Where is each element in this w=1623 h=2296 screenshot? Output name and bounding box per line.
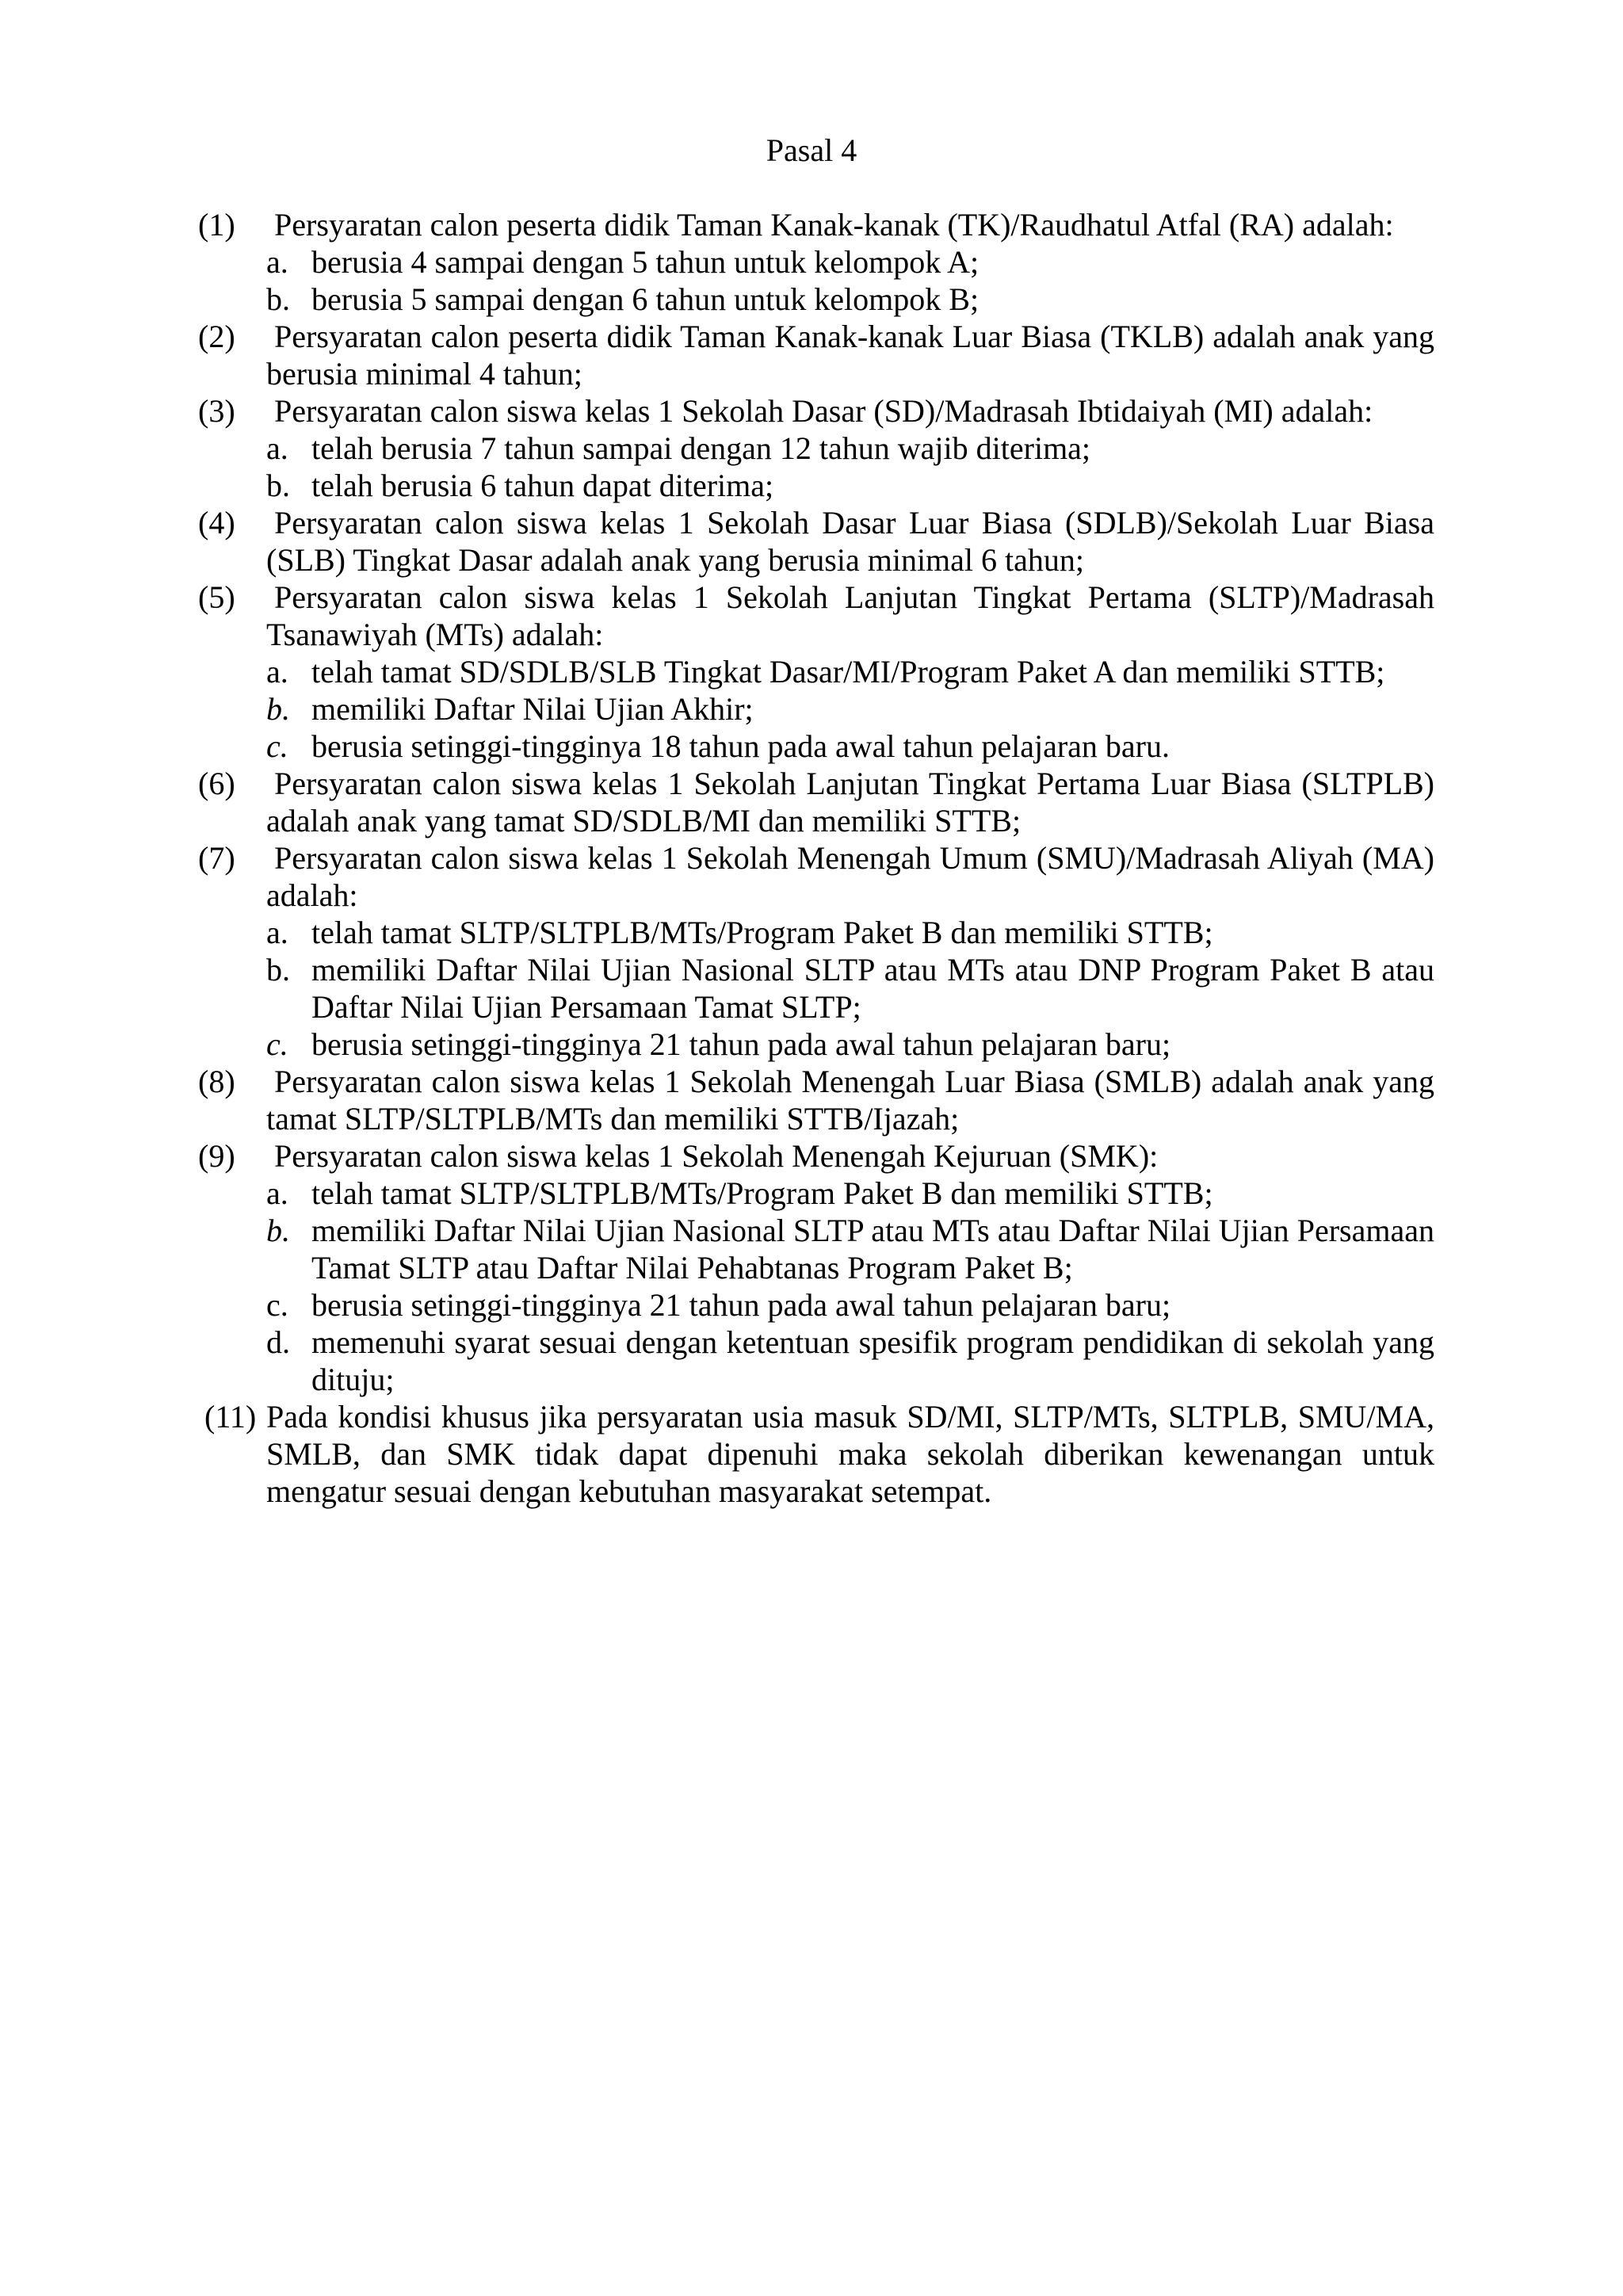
sub-item-text: telah berusia 6 tahun dapat diterima; <box>311 468 774 503</box>
sub-item-label: b. <box>266 691 290 727</box>
sub-item-text: berusia 4 sampai dengan 5 tahun untuk kelompok A; <box>311 244 980 280</box>
sub-item <box>266 951 1434 1026</box>
sub-item-label: a. <box>266 915 288 950</box>
sub-item <box>266 914 1434 951</box>
clause-text: Persyaratan calon siswa kelas 1 Sekolah Dasar Luar Biasa (SDLB)/Sekolah Luar Biasa (SLB) Tingkat Dasar adalah anak yang berusia minimal 6 tahun; <box>266 505 1434 578</box>
sub-item-text: telah tamat SLTP/SLTPLB/MTs/Program Paket B dan memiliki STTB; <box>311 1175 1213 1211</box>
sub-item <box>266 653 1434 690</box>
sub-item-text: telah tamat SD/SDLB/SLB Tingkat Dasar/MI/Program Paket A dan memiliki STTB; <box>311 654 1385 690</box>
clause-9 <box>198 1137 1434 1398</box>
clause-text: Persyaratan calon peserta didik Taman Kanak-kanak Luar Biasa (TKLB) adalah anak yang berusia minimal 4 tahun; <box>266 319 1434 392</box>
sub-item-label: a. <box>266 244 288 280</box>
sub-item-label: d. <box>266 1324 290 1360</box>
clause-1 <box>198 206 1434 318</box>
clause-8 <box>198 1063 1434 1137</box>
sub-item <box>266 1324 1434 1398</box>
sub-item-text: berusia 5 sampai dengan 6 tahun untuk kelompok B; <box>311 281 980 317</box>
sub-item <box>266 1175 1434 1212</box>
clause-text: Persyaratan calon siswa kelas 1 Sekolah Lanjutan Tingkat Pertama Luar Biasa (SLTPLB) adalah anak yang tamat SD/SDLB/MI dan memiliki STTB; <box>266 766 1434 839</box>
article-body <box>198 206 1434 1510</box>
clause-text: Persyaratan calon peserta didik Taman Kanak-kanak (TK)/Raudhatul Atfal (RA) adalah: <box>274 207 1394 243</box>
clause-6 <box>198 765 1434 839</box>
clause-number: (1) <box>198 207 235 243</box>
clause-number: (7) <box>198 840 235 876</box>
sub-item-text: berusia setinggi-tingginya 18 tahun pada awal tahun pelajaran baru. <box>311 728 1170 764</box>
sub-item <box>266 1212 1434 1286</box>
sub-item <box>266 728 1434 765</box>
sub-item-label: b. <box>266 1213 290 1248</box>
clause-number: (6) <box>198 766 235 801</box>
sub-item-text: telah berusia 7 tahun sampai dengan 12 tahun wajib diterima; <box>311 430 1091 466</box>
sub-item-label: b. <box>266 468 290 503</box>
sub-item-text: memenuhi syarat sesuai dengan ketentuan spesifik program pendidikan di sekolah yang dituju; <box>311 1324 1434 1397</box>
sub-item-text: memiliki Daftar Nilai Ujian Nasional SLTP atau MTs atau Daftar Nilai Ujian Persamaan Tamat SLTP atau Daftar Nilai Pehabtanas Program Paket B; <box>311 1213 1434 1286</box>
sub-item-label: a. <box>266 1175 288 1211</box>
sub-item-label: c. <box>266 728 288 764</box>
clause-number: (2) <box>198 319 235 354</box>
sub-item <box>266 430 1434 467</box>
sub-item-text: telah tamat SLTP/SLTPLB/MTs/Program Paket B dan memiliki STTB; <box>311 915 1213 950</box>
sub-item-label: a. <box>266 654 288 690</box>
clause-4 <box>198 504 1434 579</box>
clause-number: (5) <box>198 579 235 615</box>
sub-item-text: memiliki Daftar Nilai Ujian Nasional SLTP atau MTs atau DNP Program Paket B atau Daftar Nilai Ujian Persamaan Tamat SLTP; <box>311 952 1434 1025</box>
clause-text: Pada kondisi khusus jika persyaratan usia masuk SD/MI, SLTP/MTs, SLTPLB, SMU/MA, SMLB, dan SMK tidak dapat dipenuhi maka sekolah diberikan kewenangan untuk mengatur sesuai dengan kebutuhan masyarakat setempat. <box>266 1399 1434 1509</box>
clause-11 <box>198 1398 1434 1510</box>
clause-5 <box>198 579 1434 765</box>
clause-text: Persyaratan calon siswa kelas 1 Sekolah Menengah Umum (SMU)/Madrasah Aliyah (MA) adalah: <box>266 840 1434 913</box>
clause-3 <box>198 392 1434 504</box>
clause-text: Persyaratan calon siswa kelas 1 Sekolah Menengah Luar Biasa (SMLB) adalah anak yang tamat SLTP/SLTPLB/MTs dan memiliki STTB/Ijazah; <box>266 1064 1434 1137</box>
sub-item-text: memiliki Daftar Nilai Ujian Akhir; <box>311 691 754 727</box>
clause-number: (8) <box>198 1064 235 1099</box>
clause-number: (9) <box>198 1138 235 1174</box>
sub-item-label: c. <box>266 1026 288 1062</box>
clause-number: (3) <box>198 393 235 429</box>
sub-item <box>266 467 1434 504</box>
article-title: Pasal 4 <box>766 132 857 168</box>
sub-item <box>266 1026 1434 1063</box>
clause-number: (11) <box>204 1399 257 1435</box>
sub-item-label: a. <box>266 430 288 466</box>
sub-item-text: berusia setinggi-tingginya 21 tahun pada awal tahun pelajaran baru; <box>311 1287 1171 1323</box>
clause-number: (4) <box>198 505 235 541</box>
sub-item <box>266 281 1434 318</box>
sub-item <box>266 690 1434 728</box>
clause-text: Persyaratan calon siswa kelas 1 Sekolah Dasar (SD)/Madrasah Ibtidaiyah (MI) adalah: <box>274 393 1373 429</box>
sub-item-label: b. <box>266 952 290 988</box>
clause-7 <box>198 839 1434 1063</box>
sub-item-label: c. <box>266 1287 288 1323</box>
clause-text: Persyaratan calon siswa kelas 1 Sekolah Menengah Kejuruan (SMK): <box>274 1138 1159 1174</box>
sub-item <box>266 243 1434 281</box>
clause-2 <box>198 318 1434 392</box>
sub-item-text: berusia setinggi-tingginya 21 tahun pada awal tahun pelajaran baru; <box>311 1026 1171 1062</box>
clause-text: Persyaratan calon siswa kelas 1 Sekolah Lanjutan Tingkat Pertama (SLTP)/Madrasah Tsanawiyah (MTs) adalah: <box>266 579 1434 652</box>
sub-item <box>266 1286 1434 1324</box>
sub-item-label: b. <box>266 281 290 317</box>
